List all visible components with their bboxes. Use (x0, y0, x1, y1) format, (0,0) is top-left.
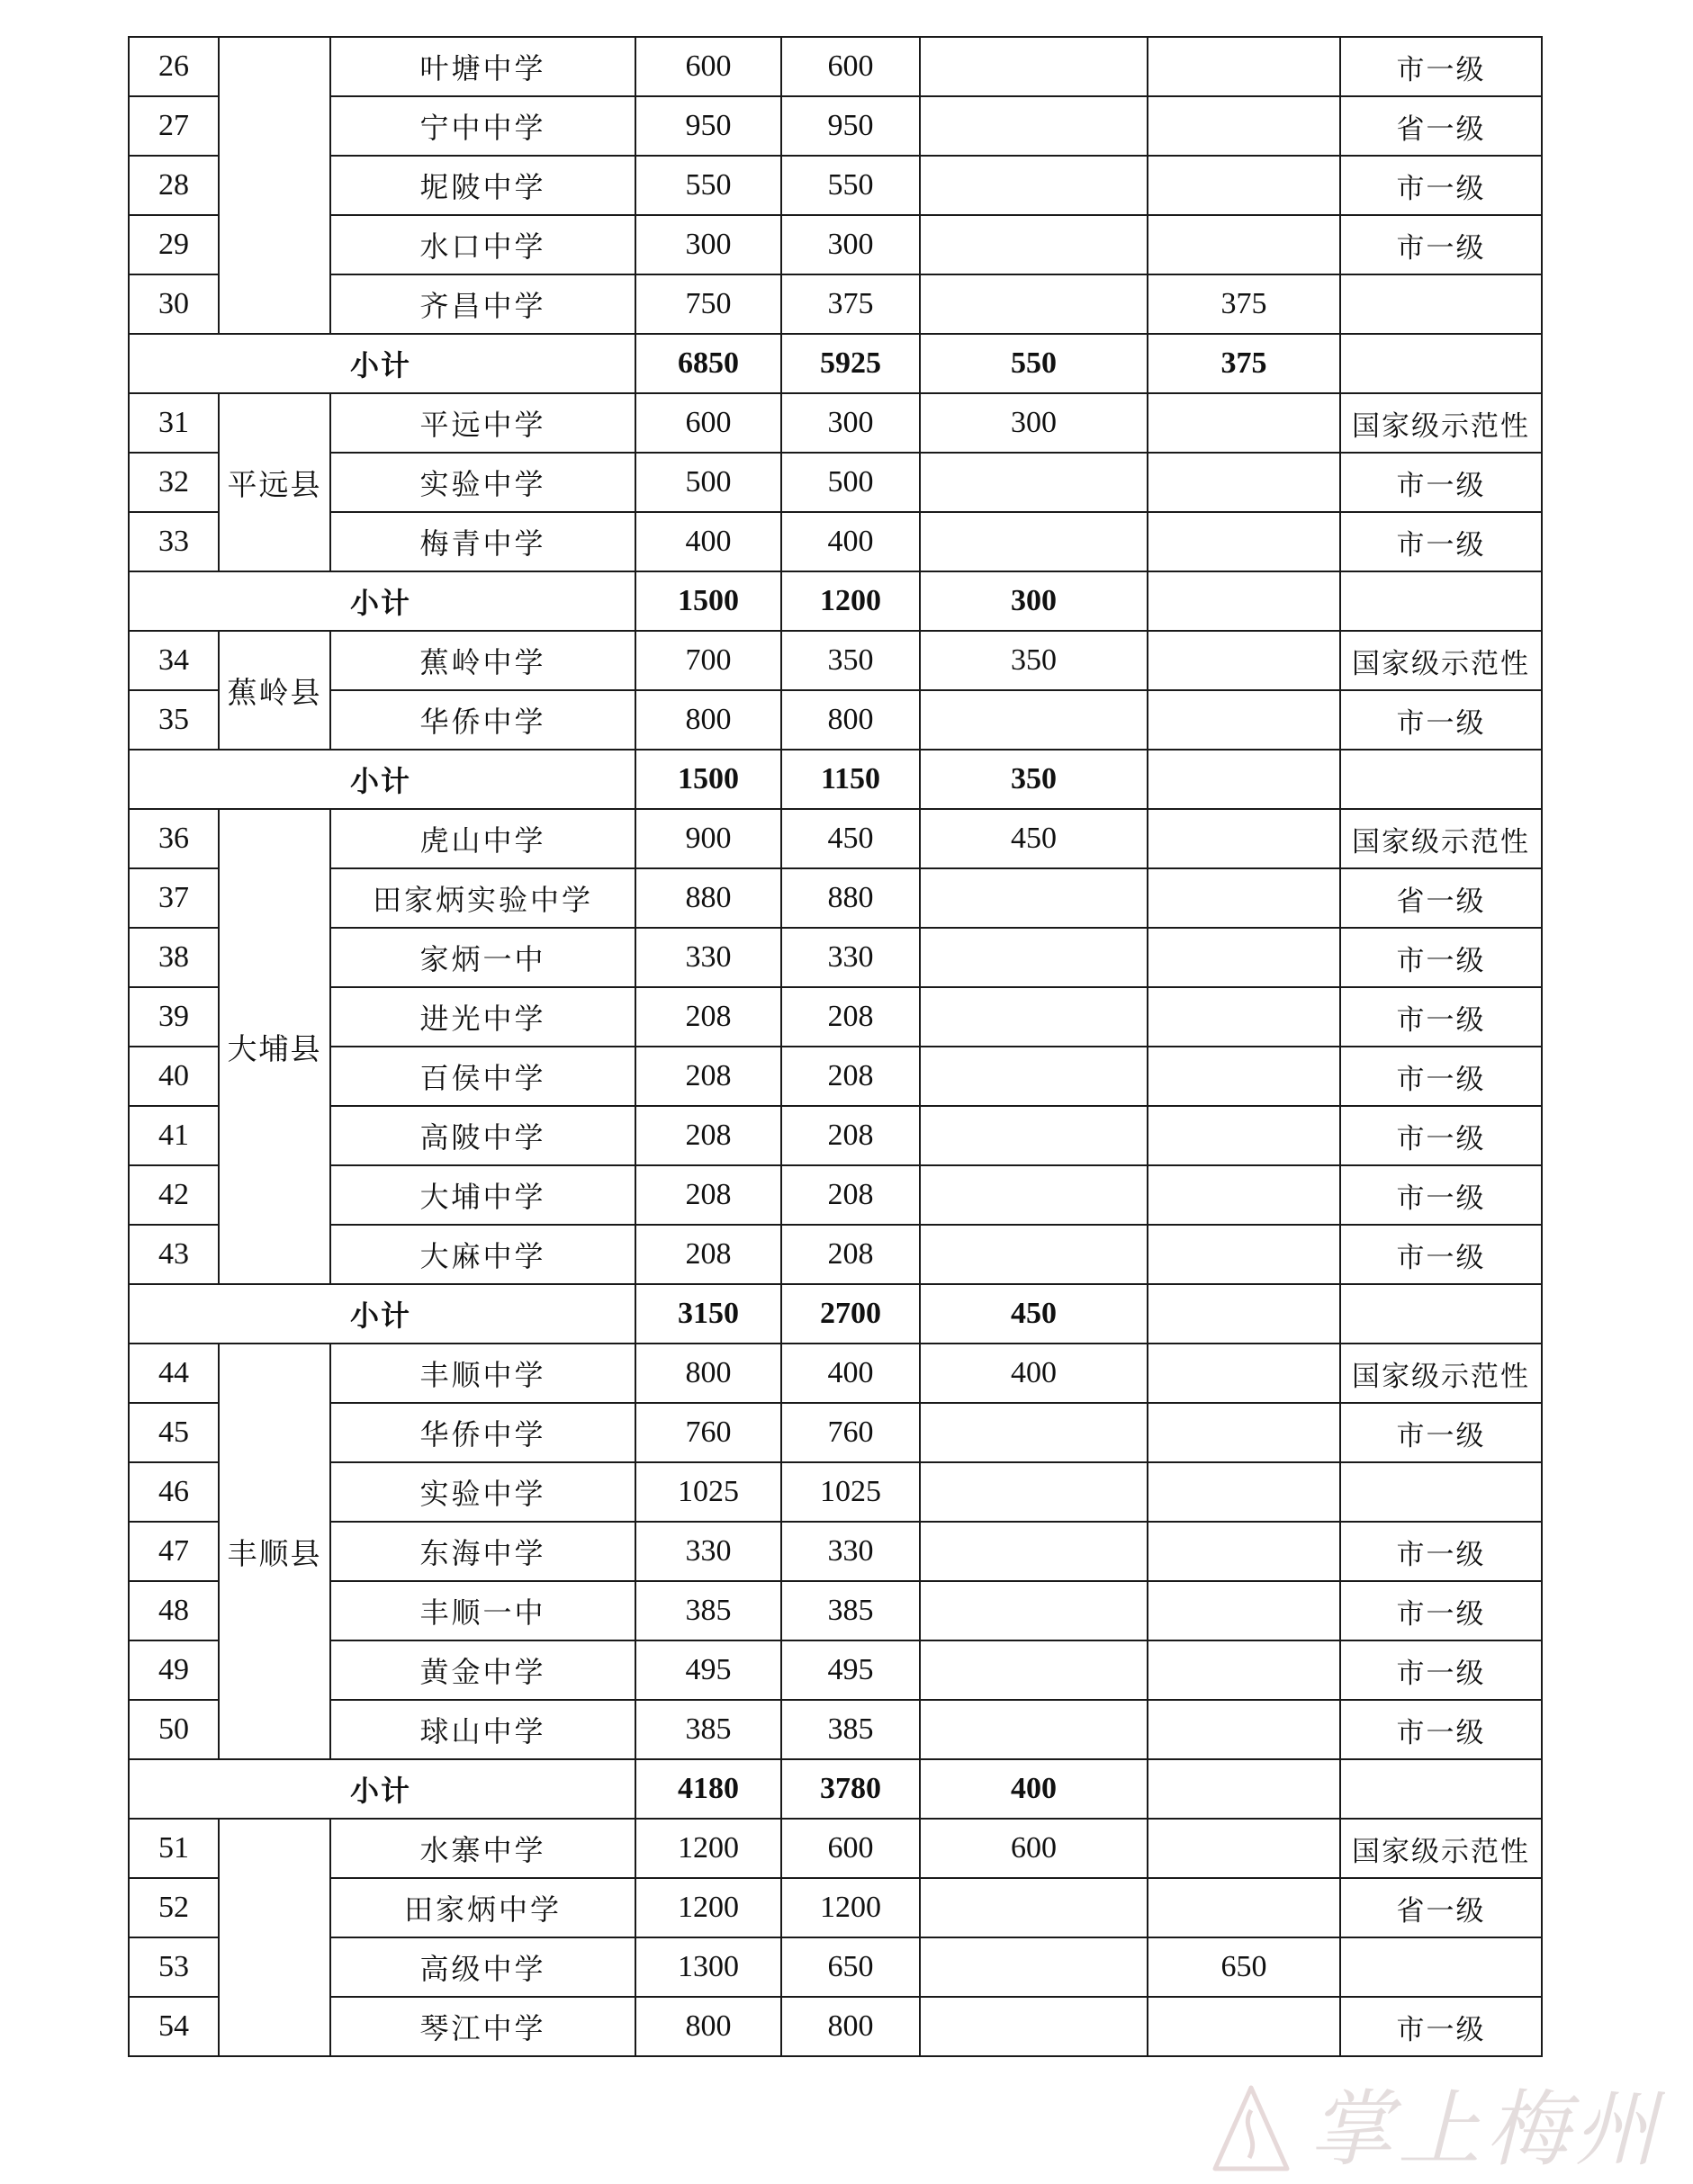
total-cell: 600 (635, 393, 781, 453)
total-cell: 385 (635, 1581, 781, 1640)
count-col2-cell (920, 1106, 1148, 1165)
total-cell: 495 (635, 1640, 781, 1700)
row-number-cell: 33 (129, 512, 219, 571)
school-name-cell: 东海中学 (330, 1522, 635, 1581)
count-col2-cell (920, 1581, 1148, 1640)
school-name-cell: 水口中学 (330, 215, 635, 274)
school-level-cell: 省一级 (1340, 96, 1542, 156)
count-col3-cell (1148, 809, 1340, 868)
table-row (129, 1640, 1542, 1700)
school-name-cell: 丰顺中学 (330, 1344, 635, 1403)
total-cell: 800 (635, 690, 781, 750)
subtotal-level-cell (1340, 750, 1542, 809)
total-cell: 1200 (635, 1819, 781, 1878)
count-col1-cell: 400 (781, 512, 920, 571)
school-level-cell: 国家级示范性 (1340, 393, 1542, 453)
row-number-cell: 28 (129, 156, 219, 215)
school-name-cell: 球山中学 (330, 1700, 635, 1759)
table-row (129, 274, 1542, 334)
county-cell (219, 37, 330, 334)
school-name-cell: 高陂中学 (330, 1106, 635, 1165)
count-col2-cell: 400 (920, 1344, 1148, 1403)
total-cell: 208 (635, 1165, 781, 1225)
count-col3-cell (1148, 1581, 1340, 1640)
count-col2-cell (920, 156, 1148, 215)
count-col2-cell (920, 96, 1148, 156)
count-col2-cell (920, 1937, 1148, 1997)
count-col3-cell (1148, 987, 1340, 1047)
subtotal-row (129, 334, 1542, 393)
subtotal-col1-cell: 3780 (781, 1759, 920, 1819)
total-cell: 208 (635, 987, 781, 1047)
total-cell: 700 (635, 631, 781, 690)
table-row (129, 1997, 1542, 2056)
school-name-cell: 田家炳中学 (330, 1878, 635, 1937)
school-name-cell: 坭陂中学 (330, 156, 635, 215)
count-col3-cell (1148, 1225, 1340, 1284)
school-level-cell: 市一级 (1340, 1106, 1542, 1165)
count-col3-cell (1148, 690, 1340, 750)
school-name-cell: 家炳一中 (330, 928, 635, 987)
count-col2-cell (920, 512, 1148, 571)
school-name-cell: 丰顺一中 (330, 1581, 635, 1640)
count-col3-cell (1148, 1878, 1340, 1937)
table-row (129, 1462, 1542, 1522)
school-level-cell: 市一级 (1340, 1225, 1542, 1284)
table-row (129, 1165, 1542, 1225)
row-number-cell: 46 (129, 1462, 219, 1522)
school-level-cell: 市一级 (1340, 1522, 1542, 1581)
school-enrollment-table (128, 36, 1543, 2057)
count-col1-cell: 350 (781, 631, 920, 690)
total-cell: 950 (635, 96, 781, 156)
count-col2-cell (920, 1403, 1148, 1462)
school-level-cell: 国家级示范性 (1340, 809, 1542, 868)
subtotal-col3-cell (1148, 1284, 1340, 1344)
school-level-cell: 市一级 (1340, 987, 1542, 1047)
table-row (129, 215, 1542, 274)
row-number-cell: 39 (129, 987, 219, 1047)
row-number-cell: 50 (129, 1700, 219, 1759)
total-cell: 208 (635, 1225, 781, 1284)
subtotal-label: 小计 (129, 571, 635, 631)
table-row (129, 1344, 1542, 1403)
row-number-cell: 51 (129, 1819, 219, 1878)
school-name-cell: 实验中学 (330, 1462, 635, 1522)
count-col2-cell (920, 1997, 1148, 2056)
count-col3-cell (1148, 453, 1340, 512)
row-number-cell: 49 (129, 1640, 219, 1700)
count-col1-cell: 375 (781, 274, 920, 334)
total-cell: 208 (635, 1047, 781, 1106)
count-col1-cell: 650 (781, 1937, 920, 1997)
count-col3-cell (1148, 1047, 1340, 1106)
subtotal-total-cell: 1500 (635, 571, 781, 631)
subtotal-level-cell (1340, 1759, 1542, 1819)
table-row (129, 690, 1542, 750)
count-col3-cell (1148, 1700, 1340, 1759)
count-col1-cell: 1200 (781, 1878, 920, 1937)
subtotal-level-cell (1340, 334, 1542, 393)
row-number-cell: 34 (129, 631, 219, 690)
row-number-cell: 37 (129, 868, 219, 928)
count-col3-cell (1148, 1640, 1340, 1700)
flame-logo-inner (1247, 2110, 1252, 2158)
total-cell: 750 (635, 274, 781, 334)
subtotal-label: 小计 (129, 334, 635, 393)
count-col1-cell: 600 (781, 37, 920, 96)
school-name-cell: 进光中学 (330, 987, 635, 1047)
row-number-cell: 35 (129, 690, 219, 750)
table-row (129, 1403, 1542, 1462)
subtotal-col3-cell (1148, 571, 1340, 631)
count-col2-cell (920, 1165, 1148, 1225)
county-cell: 丰顺县 (219, 1344, 330, 1759)
count-col2-cell (920, 928, 1148, 987)
subtotal-label: 小计 (129, 1284, 635, 1344)
subtotal-col2-cell: 450 (920, 1284, 1148, 1344)
table-row (129, 1581, 1542, 1640)
subtotal-total-cell: 1500 (635, 750, 781, 809)
row-number-cell: 30 (129, 274, 219, 334)
table-row (129, 1819, 1542, 1878)
table-row (129, 1937, 1542, 1997)
subtotal-level-cell (1340, 1284, 1542, 1344)
school-level-cell: 市一级 (1340, 1640, 1542, 1700)
row-number-cell: 53 (129, 1937, 219, 1997)
zhangshang-meizhou-logo-watermark (1197, 2070, 1665, 2182)
count-col3-cell: 650 (1148, 1937, 1340, 1997)
total-cell: 300 (635, 215, 781, 274)
school-level-cell: 市一级 (1340, 690, 1542, 750)
table-row (129, 512, 1542, 571)
school-name-cell: 高级中学 (330, 1937, 635, 1997)
table-row (129, 156, 1542, 215)
table-row (129, 631, 1542, 690)
table-row (129, 1878, 1542, 1937)
total-cell: 880 (635, 868, 781, 928)
school-name-cell: 虎山中学 (330, 809, 635, 868)
subtotal-label: 小计 (129, 1759, 635, 1819)
count-col1-cell: 385 (781, 1581, 920, 1640)
total-cell: 550 (635, 156, 781, 215)
count-col3-cell (1148, 1997, 1340, 2056)
school-level-cell: 省一级 (1340, 1878, 1542, 1937)
school-name-cell: 平远中学 (330, 393, 635, 453)
count-col1-cell: 800 (781, 1997, 920, 2056)
count-col2-cell (920, 868, 1148, 928)
school-level-cell: 省一级 (1340, 868, 1542, 928)
count-col1-cell: 550 (781, 156, 920, 215)
school-name-cell: 黄金中学 (330, 1640, 635, 1700)
count-col3-cell (1148, 1344, 1340, 1403)
count-col1-cell: 600 (781, 1819, 920, 1878)
school-level-cell: 市一级 (1340, 1165, 1542, 1225)
school-name-cell: 华侨中学 (330, 1403, 635, 1462)
row-number-cell: 54 (129, 1997, 219, 2056)
total-cell: 1025 (635, 1462, 781, 1522)
county-cell: 大埔县 (219, 809, 330, 1284)
table-row (129, 96, 1542, 156)
school-level-cell (1340, 274, 1542, 334)
table-row (129, 1522, 1542, 1581)
row-number-cell: 26 (129, 37, 219, 96)
count-col3-cell (1148, 1403, 1340, 1462)
subtotal-row (129, 1759, 1542, 1819)
count-col2-cell (920, 453, 1148, 512)
row-number-cell: 45 (129, 1403, 219, 1462)
count-col3-cell: 375 (1148, 274, 1340, 334)
count-col1-cell: 330 (781, 1522, 920, 1581)
school-name-cell: 百侯中学 (330, 1047, 635, 1106)
count-col3-cell (1148, 1106, 1340, 1165)
count-col3-cell (1148, 393, 1340, 453)
count-col1-cell: 495 (781, 1640, 920, 1700)
count-col1-cell: 450 (781, 809, 920, 868)
subtotal-total-cell: 3150 (635, 1284, 781, 1344)
table-row (129, 1700, 1542, 1759)
table-row (129, 987, 1542, 1047)
count-col2-cell (920, 1878, 1148, 1937)
row-number-cell: 38 (129, 928, 219, 987)
row-number-cell: 31 (129, 393, 219, 453)
count-col1-cell: 1025 (781, 1462, 920, 1522)
row-number-cell: 36 (129, 809, 219, 868)
count-col1-cell: 880 (781, 868, 920, 928)
count-col2-cell (920, 987, 1148, 1047)
subtotal-col1-cell: 2700 (781, 1284, 920, 1344)
count-col3-cell (1148, 96, 1340, 156)
county-cell: 平远县 (219, 393, 330, 571)
count-col3-cell (1148, 156, 1340, 215)
subtotal-total-cell: 4180 (635, 1759, 781, 1819)
total-cell: 330 (635, 1522, 781, 1581)
count-col3-cell (1148, 1819, 1340, 1878)
total-cell: 900 (635, 809, 781, 868)
table-row (129, 393, 1542, 453)
row-number-cell: 44 (129, 1344, 219, 1403)
school-name-cell: 叶塘中学 (330, 37, 635, 96)
total-cell: 800 (635, 1997, 781, 2056)
watermark-text: 掌上梅州 (1310, 2081, 1663, 2178)
school-name-cell: 大麻中学 (330, 1225, 635, 1284)
count-col1-cell: 500 (781, 453, 920, 512)
school-level-cell: 市一级 (1340, 453, 1542, 512)
count-col2-cell (920, 1640, 1148, 1700)
subtotal-level-cell (1340, 571, 1542, 631)
count-col2-cell (920, 215, 1148, 274)
total-cell: 1300 (635, 1937, 781, 1997)
table-row (129, 928, 1542, 987)
count-col2-cell: 350 (920, 631, 1148, 690)
subtotal-col3-cell: 375 (1148, 334, 1340, 393)
count-col2-cell: 450 (920, 809, 1148, 868)
school-name-cell: 田家炳实验中学 (330, 868, 635, 928)
table-row (129, 1106, 1542, 1165)
total-cell: 400 (635, 512, 781, 571)
row-number-cell: 43 (129, 1225, 219, 1284)
count-col1-cell: 330 (781, 928, 920, 987)
school-level-cell: 市一级 (1340, 1581, 1542, 1640)
count-col2-cell (920, 1522, 1148, 1581)
school-level-cell (1340, 1462, 1542, 1522)
subtotal-row (129, 571, 1542, 631)
school-level-cell: 市一级 (1340, 1997, 1542, 2056)
school-level-cell: 市一级 (1340, 1047, 1542, 1106)
table-row (129, 1225, 1542, 1284)
row-number-cell: 40 (129, 1047, 219, 1106)
school-name-cell: 蕉岭中学 (330, 631, 635, 690)
count-col1-cell: 300 (781, 393, 920, 453)
count-col1-cell: 950 (781, 96, 920, 156)
total-cell: 208 (635, 1106, 781, 1165)
total-cell: 500 (635, 453, 781, 512)
row-number-cell: 47 (129, 1522, 219, 1581)
total-cell: 800 (635, 1344, 781, 1403)
subtotal-label: 小计 (129, 750, 635, 809)
count-col2-cell: 600 (920, 1819, 1148, 1878)
school-level-cell: 国家级示范性 (1340, 631, 1542, 690)
row-number-cell: 52 (129, 1878, 219, 1937)
school-level-cell: 国家级示范性 (1340, 1819, 1542, 1878)
count-col2-cell (920, 274, 1148, 334)
school-level-cell: 国家级示范性 (1340, 1344, 1542, 1403)
count-col3-cell (1148, 1522, 1340, 1581)
count-col3-cell (1148, 512, 1340, 571)
subtotal-col2-cell: 300 (920, 571, 1148, 631)
table-row (129, 453, 1542, 512)
school-level-cell: 市一级 (1340, 156, 1542, 215)
count-col3-cell (1148, 868, 1340, 928)
table-row (129, 1047, 1542, 1106)
row-number-cell: 41 (129, 1106, 219, 1165)
table-row (129, 37, 1542, 96)
row-number-cell: 42 (129, 1165, 219, 1225)
count-col1-cell: 208 (781, 1225, 920, 1284)
county-cell (219, 1819, 330, 2056)
count-col2-cell (920, 1047, 1148, 1106)
count-col2-cell (920, 1700, 1148, 1759)
count-col2-cell (920, 37, 1148, 96)
county-cell: 蕉岭县 (219, 631, 330, 750)
subtotal-col2-cell: 550 (920, 334, 1148, 393)
school-name-cell: 宁中中学 (330, 96, 635, 156)
subtotal-col2-cell: 350 (920, 750, 1148, 809)
subtotal-col2-cell: 400 (920, 1759, 1148, 1819)
total-cell: 600 (635, 37, 781, 96)
subtotal-col3-cell (1148, 1759, 1340, 1819)
table-row (129, 809, 1542, 868)
school-level-cell: 市一级 (1340, 928, 1542, 987)
school-name-cell: 华侨中学 (330, 690, 635, 750)
school-level-cell (1340, 1937, 1542, 1997)
school-name-cell: 齐昌中学 (330, 274, 635, 334)
school-level-cell: 市一级 (1340, 37, 1542, 96)
subtotal-total-cell: 6850 (635, 334, 781, 393)
school-name-cell: 大埔中学 (330, 1165, 635, 1225)
count-col3-cell (1148, 1462, 1340, 1522)
school-level-cell: 市一级 (1340, 215, 1542, 274)
count-col2-cell (920, 690, 1148, 750)
row-number-cell: 29 (129, 215, 219, 274)
row-number-cell: 32 (129, 453, 219, 512)
total-cell: 760 (635, 1403, 781, 1462)
count-col1-cell: 208 (781, 1047, 920, 1106)
count-col3-cell (1148, 215, 1340, 274)
total-cell: 385 (635, 1700, 781, 1759)
subtotal-row (129, 750, 1542, 809)
subtotal-col3-cell (1148, 750, 1340, 809)
subtotal-row (129, 1284, 1542, 1344)
count-col2-cell (920, 1225, 1148, 1284)
count-col3-cell (1148, 37, 1340, 96)
school-name-cell: 琴江中学 (330, 1997, 635, 2056)
subtotal-col1-cell: 5925 (781, 334, 920, 393)
school-name-cell: 梅青中学 (330, 512, 635, 571)
row-number-cell: 48 (129, 1581, 219, 1640)
school-level-cell: 市一级 (1340, 512, 1542, 571)
count-col2-cell: 300 (920, 393, 1148, 453)
count-col1-cell: 400 (781, 1344, 920, 1403)
count-col3-cell (1148, 928, 1340, 987)
count-col1-cell: 385 (781, 1700, 920, 1759)
subtotal-col1-cell: 1150 (781, 750, 920, 809)
count-col1-cell: 208 (781, 987, 920, 1047)
count-col3-cell (1148, 1165, 1340, 1225)
count-col1-cell: 800 (781, 690, 920, 750)
total-cell: 1200 (635, 1878, 781, 1937)
school-name-cell: 实验中学 (330, 453, 635, 512)
count-col1-cell: 208 (781, 1165, 920, 1225)
school-level-cell: 市一级 (1340, 1700, 1542, 1759)
total-cell: 330 (635, 928, 781, 987)
count-col1-cell: 760 (781, 1403, 920, 1462)
table-row (129, 868, 1542, 928)
school-name-cell: 水寨中学 (330, 1819, 635, 1878)
count-col1-cell: 300 (781, 215, 920, 274)
count-col3-cell (1148, 631, 1340, 690)
school-level-cell: 市一级 (1340, 1403, 1542, 1462)
count-col2-cell (920, 1462, 1148, 1522)
row-number-cell: 27 (129, 96, 219, 156)
count-col1-cell: 208 (781, 1106, 920, 1165)
subtotal-col1-cell: 1200 (781, 571, 920, 631)
